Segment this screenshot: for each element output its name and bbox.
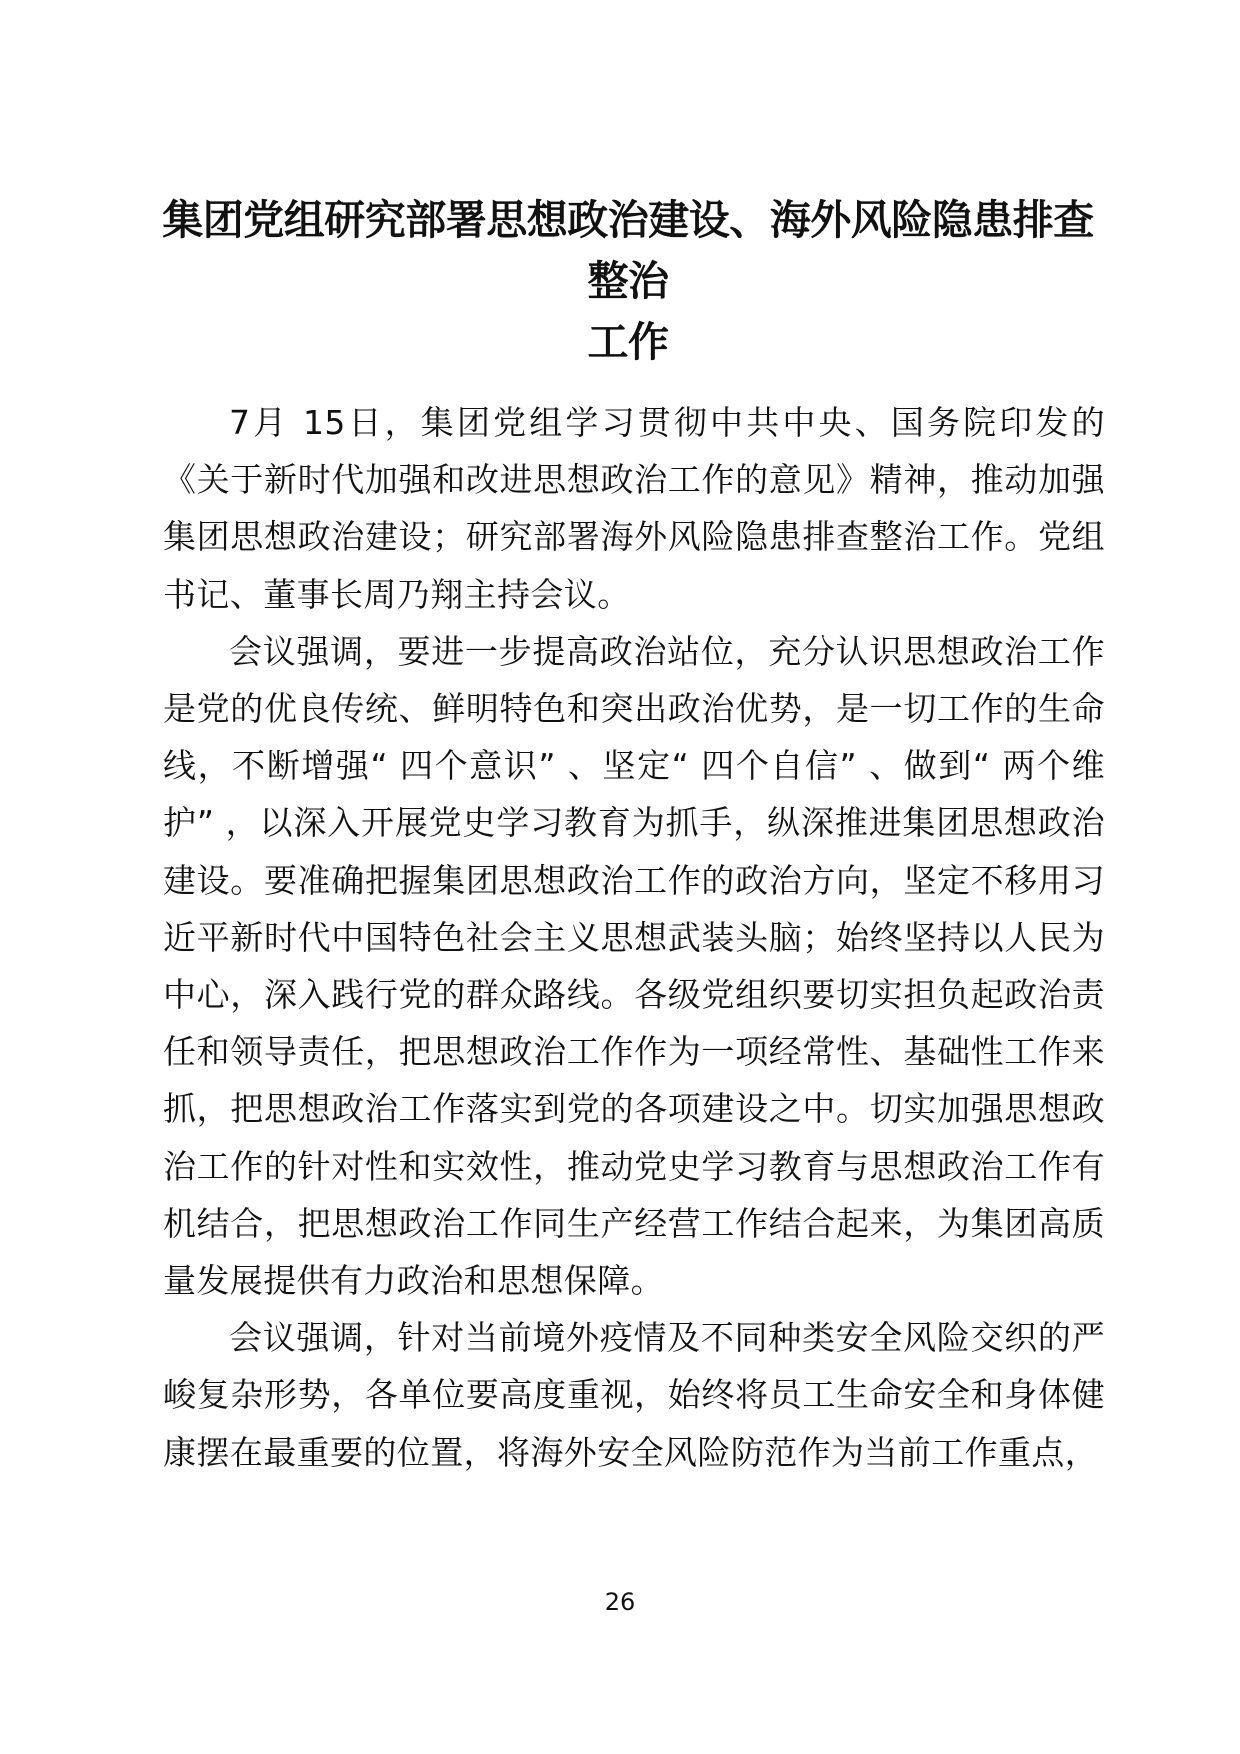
article-title bbox=[150, 190, 1106, 373]
paragraph-3: 会议强调，针对当前境外疫情及不同种类安全风险交织的严峻复杂形势，各单位要高度重视，始终将员工生命安全和身体健康摆在最重要的位置，将海外安全风险防范作为当前工作重点， bbox=[163, 1318, 1105, 1472]
paragraph-2: 会议强调，要进一步提高政治站位，充分认识思想政治工作是党的优良传统、鲜明特色和突出政治优势，是一切工作的生命线，不断增强“ 四个意识” 、坚定“ 四个自信” 、做到“ 两个维护” ，以深入开展党史学习教育为抓手，纵深推进集团思想政治建设。要准确把握集团思想政治工作的政治方向，坚定不移用习近平新时代中国特色社会主义思想武装头脑；始终坚持以人民为中心，深入践行党的群众路线。各级党组织要切实担负起政治责任和领导责任，把思想政治工作作为一项经常性、基础性工作来抓，把思想政治工作落实到党的各项建设之中。切实加强思想政治工作的针对性和实效性，推动党史学习教育与思想政治工作有机结合，把思想政治工作同生产经营工作结合起来，为集团高质量发展提供有力政治和思想保障。 bbox=[163, 631, 1105, 1301]
article-title-line-1: 集团党组研究部署思想政治建设、海外风险隐患排查整治 bbox=[162, 196, 1094, 305]
paragraph-1: 7月 15日，集团党组学习贯彻中共中央、国务院印发的《关于新时代加强和改进思想政治工作的意见》精神，推动加强集团思想政治建设；研究部署海外风险隐患排查整治工作。党组书记、董事长周乃翔主持会议。 bbox=[163, 403, 1105, 614]
article-body bbox=[163, 394, 1105, 1481]
article-title-line-2: 工作 bbox=[587, 318, 669, 366]
page-number: 26 bbox=[604, 1588, 636, 1616]
